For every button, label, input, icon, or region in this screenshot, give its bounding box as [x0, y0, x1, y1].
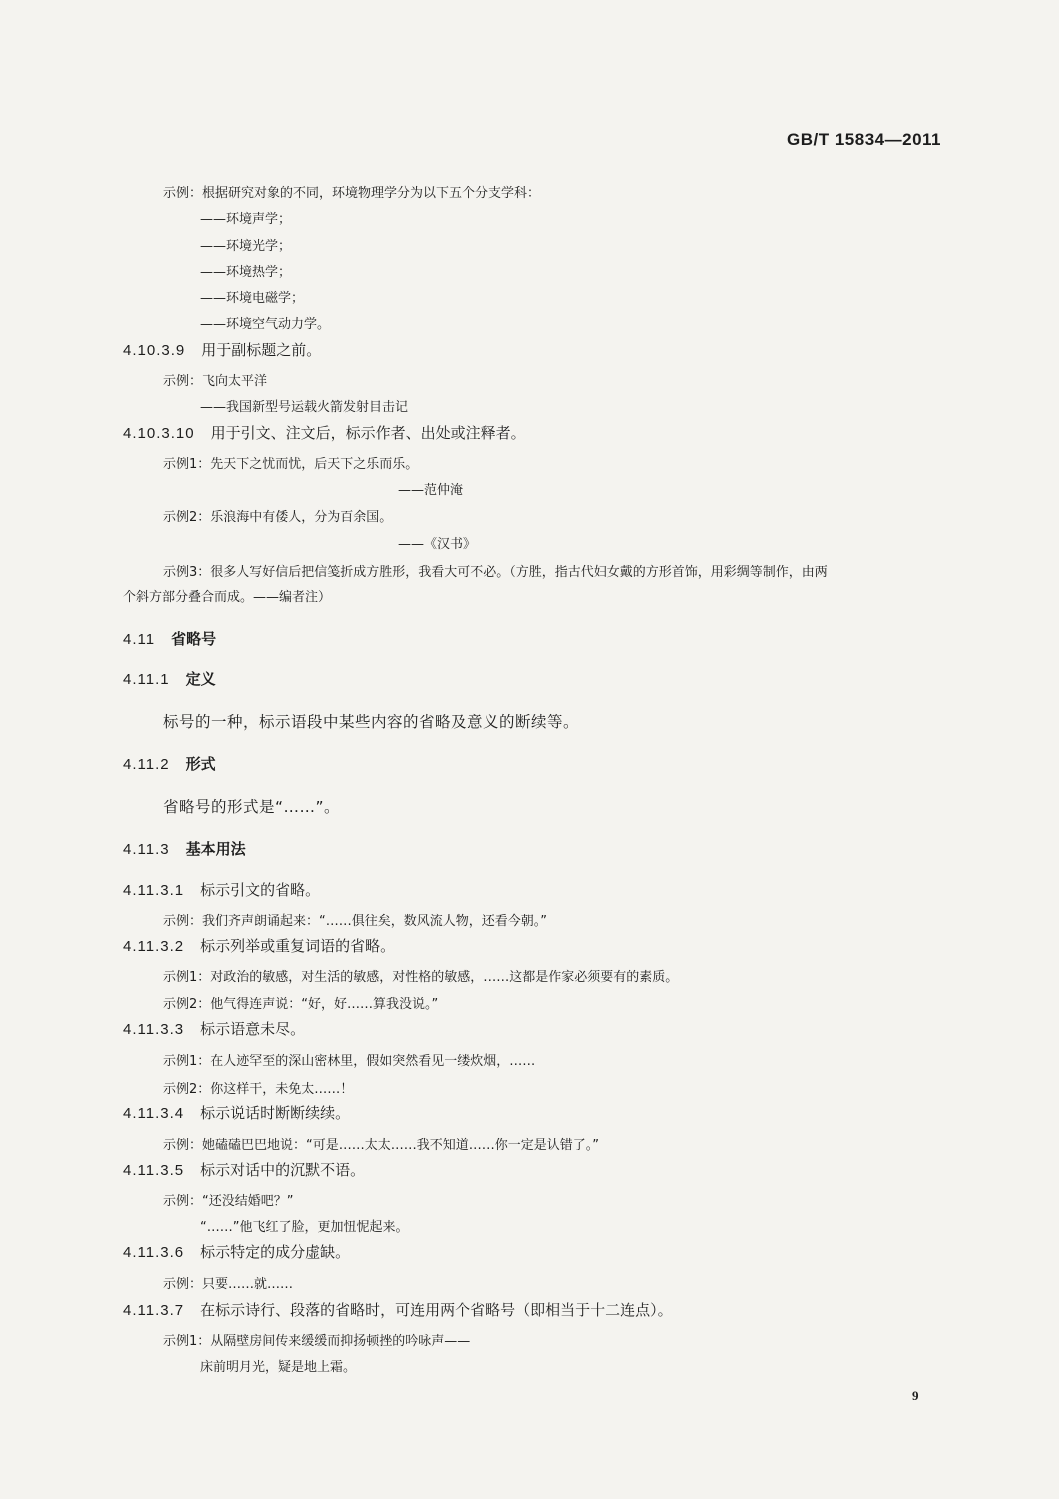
list-item: ——环境声学；: [200, 212, 292, 227]
section-title: 形式: [185, 755, 216, 773]
example-text: 示例1：先天下之忧而忧，后天下之乐而乐。: [163, 457, 419, 472]
clause-4-11-3-6: [123, 1241, 350, 1262]
clause-text: 用于副标题之前。: [201, 341, 322, 359]
clause-4-10-3-10: [123, 422, 526, 443]
section-4-11-3: [123, 838, 246, 859]
example-text: 示例：只要……就……: [163, 1277, 294, 1292]
clause-4-11-3-5: [123, 1159, 365, 1180]
section-number: 4.11.3: [123, 841, 170, 858]
example-text: 示例：飞向太平洋: [163, 374, 268, 389]
clause-number: 4.10.3.9: [123, 342, 186, 359]
clause-text: 标示列举或重复词语的省略。: [200, 937, 396, 955]
section-4-11: [123, 628, 216, 649]
example-text: 示例：“还没结婚吧？”: [163, 1194, 294, 1209]
clause-text: 在标示诗行、段落的省略时，可连用两个省略号（即相当于十二连点）。: [200, 1301, 673, 1319]
example-text: 示例3：很多人写好信后把信笺折成方胜形，我看大可不必。（方胜，指古代妇女戴的方形首饰，用彩绸等制作，由两: [163, 565, 828, 580]
example-text: 示例1：对政治的敏感，对生活的敏感，对性格的敏感，……这都是作家必须要有的素质。: [163, 970, 679, 985]
clause-4-11-3-7: [123, 1299, 673, 1320]
standard-number: GB/T 15834—2011: [787, 130, 941, 149]
clause-4-11-3-1: [123, 879, 320, 900]
clause-number: 4.11.3.2: [123, 938, 185, 955]
clause-number: 4.11.3.7: [123, 1302, 185, 1319]
section-title: 定义: [185, 670, 216, 688]
section-number: 4.11.1: [123, 671, 170, 688]
section-4-11-1: [123, 668, 216, 689]
example-text: 个斜方部分叠合而成。——编者注）: [123, 590, 332, 605]
example-text: 示例2：你这样干，未免太……！: [163, 1082, 354, 1097]
list-item: ——环境空气动力学。: [200, 317, 331, 332]
body-paragraph: 标号的一种，标示语段中某些内容的省略及意义的断续等。: [163, 713, 580, 731]
example-text: 示例2：他气得连声说：“好，好……算我没说。”: [163, 997, 439, 1012]
clause-4-11-3-4: [123, 1102, 350, 1123]
section-number: 4.11: [123, 631, 156, 648]
section-title: 省略号: [171, 630, 217, 648]
example-text: 示例：我们齐声朗诵起来：“……俱往矣，数风流人物，还看今朝。”: [163, 914, 547, 929]
clause-4-11-3-2: [123, 935, 395, 956]
example-source: ——《汉书》: [398, 537, 477, 552]
clause-text: 标示对话中的沉默不语。: [200, 1161, 366, 1179]
section-number: 4.11.2: [123, 756, 170, 773]
list-item: ——环境光学；: [200, 239, 292, 254]
example-text: “……”他飞红了脸，更加忸怩起来。: [200, 1220, 409, 1235]
clause-number: 4.11.3.1: [123, 882, 185, 899]
example-text: 示例1：在人迹罕至的深山密林里，假如突然看见一缕炊烟，……: [163, 1054, 536, 1069]
clause-number: 4.10.3.10: [123, 425, 195, 442]
example-text: 示例：根据研究对象的不同，环境物理学分为以下五个分支学科：: [163, 186, 541, 201]
example-text: ——我国新型号运载火箭发射目击记: [200, 400, 409, 415]
clause-text: 标示引文的省略。: [200, 881, 321, 899]
example-text: 示例2：乐浪海中有倭人，分为百余国。: [163, 510, 393, 525]
clause-text: 标示语意未尽。: [200, 1020, 306, 1038]
clause-text: 标示特定的成分虚缺。: [200, 1243, 351, 1261]
section-4-11-2: [123, 753, 216, 774]
body-paragraph: 省略号的形式是“……”。: [163, 798, 341, 816]
clause-4-10-3-9: [123, 339, 321, 360]
page-number: 9: [912, 1388, 919, 1403]
clause-4-11-3-3: [123, 1018, 305, 1039]
clause-number: 4.11.3.3: [123, 1021, 185, 1038]
list-item: ——环境热学；: [200, 265, 292, 280]
section-title: 基本用法: [185, 840, 246, 858]
clause-number: 4.11.3.4: [123, 1105, 185, 1122]
list-item: ——环境电磁学；: [200, 291, 305, 306]
clause-text: 用于引文、注文后，标示作者、出处或注释者。: [210, 424, 526, 442]
example-text: 床前明月光，疑是地上霜。: [200, 1360, 357, 1375]
clause-text: 标示说话时断断续续。: [200, 1104, 351, 1122]
clause-number: 4.11.3.6: [123, 1244, 185, 1261]
example-source: ——范仲淹: [398, 483, 464, 498]
example-text: 示例1：从隔壁房间传来缓缓而抑扬顿挫的吟咏声——: [163, 1334, 471, 1349]
clause-number: 4.11.3.5: [123, 1162, 185, 1179]
example-text: 示例：她磕磕巴巴地说：“可是……太太……我不知道……你一定是认错了。”: [163, 1138, 599, 1153]
